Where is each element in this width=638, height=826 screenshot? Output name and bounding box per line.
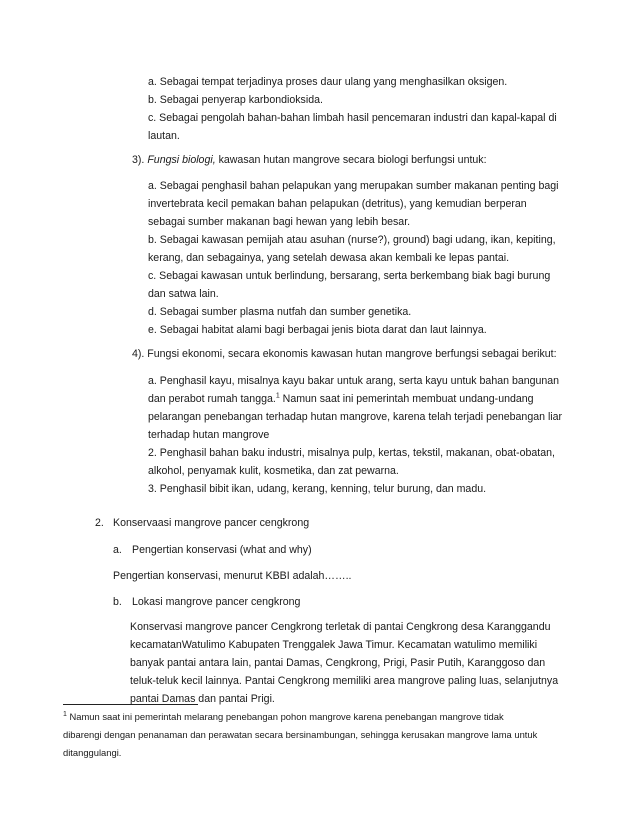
list-number: 2.	[95, 517, 104, 529]
section-heading-rest: kawasan hutan mangrove secara biologi berfungsi untuk:	[215, 154, 487, 166]
list-item: 3. Penghasil bibit ikan, udang, kerang, kenning, telur burung, dan madu.	[148, 483, 487, 495]
list-item: sebagai sumber makanan bagi hewan yang lebih besar.	[148, 216, 411, 228]
list-item: alkohol, penyamak kulit, kosmetika, dan zat pewarna.	[148, 465, 399, 477]
footnote	[63, 710, 504, 723]
footnote-reference[interactable]: 1	[275, 392, 280, 400]
list-item: dan satwa lain.	[148, 288, 219, 300]
section-title: Fungsi biologi,	[147, 154, 216, 166]
list-item: kerang, dan sebagainya, yang setelah dewasa akan kembali ke lepas pantai.	[148, 252, 510, 264]
paragraph-line: kecamatanWatulimo Kabupaten Trenggalek Jawa Timur. Kecamatan watulimo memiliki	[130, 639, 538, 651]
footnote-line: dibarengi dengan penanaman dan perawatan secara bersinambungan, sehingga kerusakan mangrove lama untuk	[63, 729, 538, 740]
list-item: 2. Penghasil bahan baku industri, misalnya pulp, kertas, tekstil, makanan, obat-obatan,	[148, 447, 555, 459]
list-item: invertebrata kecil pemakan bahan pelapukan (detritus), yang kemudian berperan	[148, 198, 527, 210]
sub-letter: b.	[113, 596, 122, 608]
list-item: b. Sebagai kawasan pemijah atau asuhan (nurse?), ground) bagi udang, ikan, kepiting,	[148, 234, 556, 246]
text-run: Namun saat ini pemerintah membuat undang-undang	[279, 393, 534, 405]
list-item: lautan.	[148, 130, 180, 142]
list-item: pelarangan penebangan terhadap hutan mangrove, karena telah terjadi penebangan liar	[148, 411, 563, 423]
paragraph-line: teluk-teluk kecil lainnya. Pantai Cengkrong memiliki area mangrove paling luas, selanjutnya	[130, 675, 559, 687]
text-run: dan perabot rumah tangga.	[148, 393, 276, 405]
paragraph-line: Konservasi mangrove pancer Cengkrong terletak di pantai Cengkrong desa Karanggandu	[130, 621, 551, 633]
list-item: e. Sebagai habitat alami bagi berbagai jenis biota darat dan laut lainnya.	[148, 324, 487, 336]
footnote-divider	[63, 704, 198, 705]
paragraph: Pengertian konservasi, menurut KBBI adalah……..	[113, 570, 352, 582]
list-item: a. Sebagai penghasil bahan pelapukan yang merupakan sumber makanan penting bagi	[148, 180, 559, 192]
list-item: c. Sebagai pengolah bahan-bahan limbah hasil pencemaran industri dan kapal-kapal di	[148, 112, 557, 124]
footnote-text: Namun saat ini pemerintah melarang penebangan pohon mangrove karena penebangan mangrove tidak	[66, 711, 504, 722]
list-item: c. Sebagai kawasan untuk berlindung, bersarang, serta berkembang biak bagi burung	[148, 270, 551, 282]
footnote-line: ditanggulangi.	[63, 747, 122, 758]
list-item: a. Sebagai tempat terjadinya proses daur ulang yang menghasilkan oksigen.	[148, 76, 508, 88]
list-item: a. Penghasil kayu, misalnya kayu bakar untuk arang, serta kayu untuk bahan bangunan	[148, 375, 560, 387]
list-item: b. Sebagai penyerap karbondioksida.	[148, 94, 323, 106]
section-heading-biologi	[132, 153, 487, 167]
footnote-mark: 1	[63, 710, 67, 718]
list-item: terhadap hutan mangrove	[148, 429, 270, 441]
sub-title: Lokasi mangrove pancer cengkrong	[132, 596, 301, 608]
section-number: 3).	[132, 154, 145, 166]
sub-title: Pengertian konservasi (what and why)	[132, 544, 312, 556]
list-item: d. Sebagai sumber plasma nutfah dan sumber genetika.	[148, 306, 412, 318]
paragraph-line: pantai Damas dan pantai Prigi.	[130, 693, 275, 705]
paragraph-line: banyak pantai antara lain, pantai Damas, Cengkrong, Prigi, Pasir Putih, Karanggoso dan	[130, 657, 546, 669]
list-item	[148, 392, 534, 406]
section-title: Konservaasi mangrove pancer cengkrong	[113, 517, 310, 529]
sub-letter: a.	[113, 544, 122, 556]
section-heading-ekonomi: 4). Fungsi ekonomi, secara ekonomis kawasan hutan mangrove berfungsi sebagai berikut:	[132, 348, 557, 360]
